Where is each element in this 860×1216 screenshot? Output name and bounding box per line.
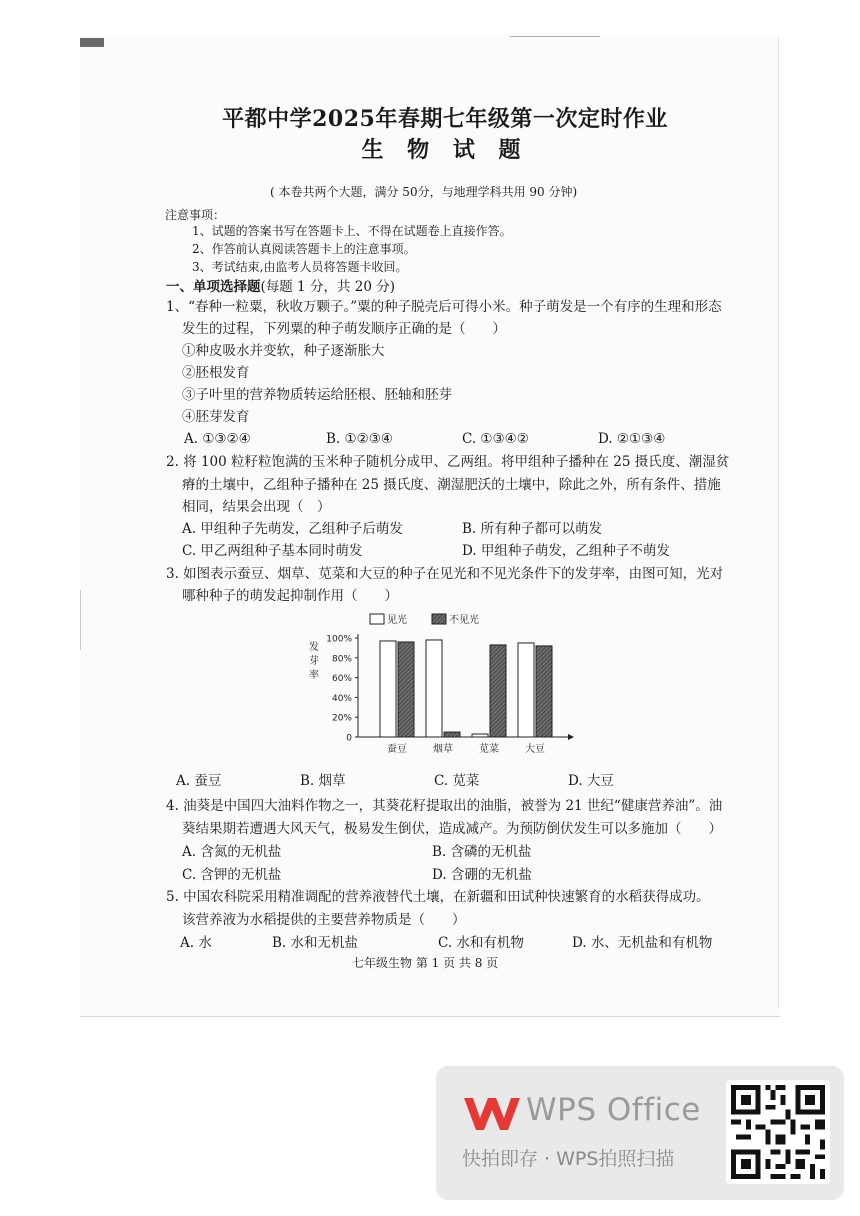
q1-stem: 1、“春种一粒粟，秋收万颗子。”粟的种子脱壳后可得小米。种子萌发是一个有序的生理和形态 (166, 299, 722, 315)
q1-option-a: A. ①③②④ (184, 431, 251, 447)
y-tick-label: 20% (331, 713, 352, 724)
x-tick-label: 蚕豆 (387, 744, 407, 755)
q5-stem: 5. 中国农科院采用精准调配的营养液替代土壤，在新疆和田试种快速繁育的水稻获得成功。 (166, 889, 710, 905)
exam-title: 平都中学2025年春期七年级第一次定时作业 (222, 106, 668, 132)
notice-item: 2、作答前认真阅读答题卡上的注意事项。 (192, 242, 416, 256)
bar-light (472, 734, 488, 737)
q3-option-d: D. 大豆 (568, 773, 614, 789)
x-tick-label: 苋菜 (479, 744, 499, 755)
q3-option-a: A. 蚕豆 (176, 773, 222, 789)
q2-stem: 2. 将 100 粒籽粒饱满的玉米种子随机分成甲、乙两组。将甲组种子播种在 25 摄氏度、潮湿贫 (166, 454, 730, 470)
y-axis-label: 率 (309, 670, 319, 681)
q5-option-d: D. 水、无机盐和有机物 (572, 935, 713, 951)
page-footer: 七年级生物 第 1 页 共 8 页 (352, 956, 499, 970)
q5-option-a: A. 水 (180, 935, 212, 951)
notice-item: 1、试题的答案书写在答题卡上、不得在试题卷上直接作答。 (192, 224, 512, 238)
q5-option-b: B. 水和无机盐 (272, 935, 359, 951)
legend-label: 见光 (387, 615, 407, 626)
notice-item: 3、考试结束,由监考人员将答题卡收回。 (192, 260, 408, 274)
scan-corner-mark (80, 38, 104, 47)
wps-subtitle: 快拍即存 · WPS拍照扫描 (462, 1148, 675, 1170)
bar-light (380, 641, 396, 737)
q2-stem: 瘠的土壤中，乙组种子播种在 25 摄氏度、潮湿肥沃的土壤中，除此之外，所有条件、措施 (182, 477, 721, 493)
bar-dark (536, 646, 552, 737)
x-tick-label: 烟草 (433, 744, 453, 755)
q1-option-d: D. ②①③④ (598, 431, 666, 447)
q4-option-a: A. 含氮的无机盐 (182, 844, 282, 860)
q2-option-d: D. 甲组种子萌发，乙组种子不萌发 (462, 543, 670, 559)
qr-code-icon (726, 1080, 830, 1184)
q5-stem: 该营养液为水稻提供的主要营养物质是（ ） (182, 912, 466, 928)
germination-chart-svg (300, 606, 580, 766)
legend-swatch (432, 614, 446, 624)
q1-option-b: B. ①②③④ (326, 431, 393, 447)
y-tick-label: 100% (326, 634, 352, 645)
q5-option-c: C. 水和有机物 (438, 935, 524, 951)
y-tick-label: 80% (331, 654, 352, 665)
q4-stem: 葵结果期若遭遇大风天气，极易发生倒伏，造成减产。为预防倒伏发生可以多施加（ ） (182, 821, 722, 837)
exam-note: ( 本卷共两个大题，满分 50分，与地理学科共用 90 分钟) (270, 185, 578, 199)
q1-step: ①种皮吸水并变软，种子逐渐胀大 (182, 343, 385, 359)
q4-option-c: C. 含钾的无机盐 (182, 867, 282, 883)
q3-option-b: B. 烟草 (300, 773, 346, 789)
wps-watermark (436, 1066, 844, 1200)
q3-option-c: C. 苋菜 (434, 773, 480, 789)
y-axis-label: 发 (309, 642, 319, 653)
scan-edge-line (80, 590, 81, 650)
section-title: 一、单项选择题 (166, 279, 261, 295)
q2-option-b: B. 所有种子都可以萌发 (462, 521, 603, 537)
q1-option-c: C. ①③④② (462, 431, 529, 447)
wps-logo-icon (462, 1094, 522, 1134)
y-tick-label: 40% (331, 693, 352, 704)
notices-heading: 注意事项： (165, 208, 226, 222)
y-tick-label: 0 (346, 733, 352, 744)
section-heading (166, 278, 395, 296)
q2-option-c: C. 甲乙两组种子基本同时萌发 (182, 543, 363, 559)
q3-stem: 3. 如图表示蚕豆、烟草、苋菜和大豆的种子在见光和不见光条件下的发芽率，由图可知，光对 (166, 566, 724, 582)
q1-stem: 发生的过程，下列粟的种子萌发顺序正确的是（ ） (182, 321, 506, 337)
x-tick-label: 大豆 (525, 744, 545, 755)
y-tick-label: 60% (331, 674, 352, 685)
q1-step: ②胚根发育 (182, 365, 250, 381)
q1-step: ④胚芽发育 (182, 409, 250, 425)
x-axis-arrow-icon (568, 734, 574, 740)
bar-light (518, 643, 534, 737)
q4-stem: 4. 油葵是中国四大油料作物之一，其葵花籽提取出的油脂，被誉为 21 世纪“健康营养油”。油 (166, 798, 723, 814)
bar-dark (444, 732, 460, 737)
germination-chart (300, 606, 580, 766)
legend-swatch (370, 614, 384, 624)
bar-dark (490, 645, 506, 737)
q2-stem: 相同，结果会出现（ ） (182, 499, 331, 515)
exam-subject: 生 物 试 题 (361, 137, 529, 163)
legend-label: 不见光 (449, 615, 479, 626)
scan-edge-line (778, 38, 779, 1008)
scan-edge-line (510, 36, 600, 37)
y-axis-label: 芽 (309, 656, 319, 667)
wps-brand-name: WPS Office (526, 1092, 701, 1128)
q4-option-b: B. 含磷的无机盐 (432, 844, 532, 860)
bar-dark (398, 642, 414, 737)
q3-stem: 哪种种子的萌发起抑制作用（ ） (182, 588, 398, 604)
q2-option-a: A. 甲组种子先萌发，乙组种子后萌发 (182, 521, 403, 537)
section-scoring: (每题 1 分，共 20 分) (260, 279, 395, 295)
q4-option-d: D. 含硼的无机盐 (432, 867, 532, 883)
bar-light (426, 640, 442, 737)
q1-step: ③子叶里的营养物质转运给胚根、胚轴和胚芽 (182, 387, 452, 403)
